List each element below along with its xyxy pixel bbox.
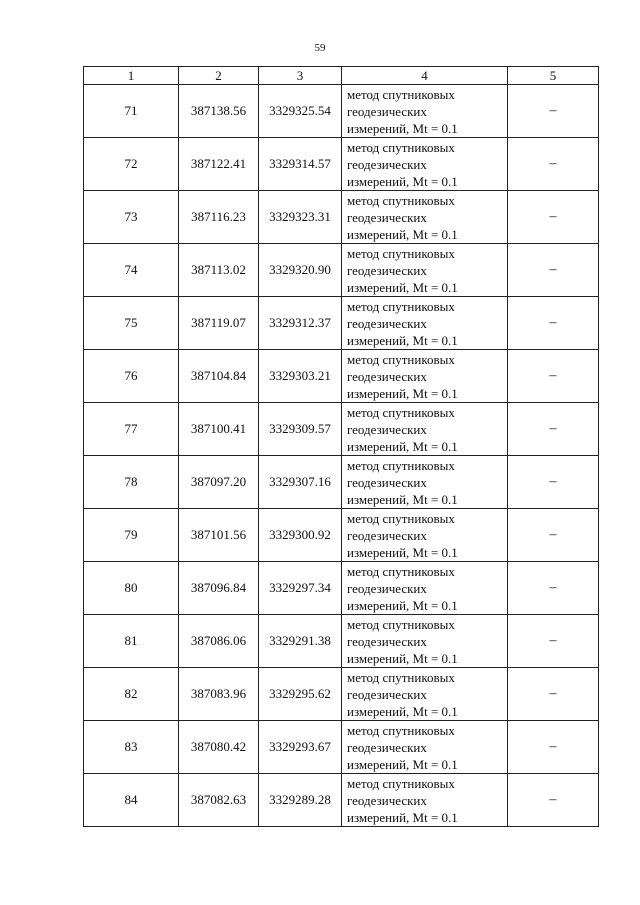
method-line: метод спутниковых <box>347 510 455 526</box>
method-line: геодезических <box>347 103 427 119</box>
method-line: метод спутниковых <box>347 86 455 102</box>
method-line: измерений, Mt = 0.1 <box>347 756 458 772</box>
method-line: геодезических <box>347 262 427 278</box>
header-col-4: 4 <box>342 67 508 85</box>
table-row <box>84 615 599 668</box>
method-line: метод спутниковых <box>347 298 455 314</box>
method-line: метод спутниковых <box>347 457 455 473</box>
point-number-cell: 78 <box>84 456 179 509</box>
point-number-cell: 77 <box>84 403 179 456</box>
table-row <box>84 191 599 244</box>
header-col-3: 3 <box>259 67 342 85</box>
point-number-cell: 84 <box>84 774 179 827</box>
note-cell: – <box>508 668 599 721</box>
x-coordinate-cell: 387083.96 <box>179 668 259 721</box>
note-cell: – <box>508 350 599 403</box>
method-line: измерений, Mt = 0.1 <box>347 385 458 401</box>
note-cell: – <box>508 615 599 668</box>
method-line: геодезических <box>347 368 427 384</box>
method-line: геодезических <box>347 315 427 331</box>
method-line: геодезических <box>347 156 427 172</box>
coordinates-table <box>83 66 599 827</box>
method-cell <box>342 562 508 615</box>
table-row <box>84 297 599 350</box>
method-line: метод спутниковых <box>347 669 455 685</box>
point-number-cell: 73 <box>84 191 179 244</box>
table-row <box>84 138 599 191</box>
point-number-cell: 81 <box>84 615 179 668</box>
y-coordinate-cell: 3329293.67 <box>259 721 342 774</box>
method-cell <box>342 668 508 721</box>
method-line: измерений, Mt = 0.1 <box>347 703 458 719</box>
x-coordinate-cell: 387104.84 <box>179 350 259 403</box>
y-coordinate-cell: 3329320.90 <box>259 244 342 297</box>
point-number-cell: 74 <box>84 244 179 297</box>
point-number-cell: 76 <box>84 350 179 403</box>
y-coordinate-cell: 3329312.37 <box>259 297 342 350</box>
method-cell <box>342 244 508 297</box>
note-cell: – <box>508 562 599 615</box>
method-line: геодезических <box>347 580 427 596</box>
note-cell: – <box>508 191 599 244</box>
header-row <box>84 67 599 85</box>
y-coordinate-cell: 3329303.21 <box>259 350 342 403</box>
x-coordinate-cell: 387119.07 <box>179 297 259 350</box>
y-coordinate-cell: 3329314.57 <box>259 138 342 191</box>
x-coordinate-cell: 387138.56 <box>179 85 259 138</box>
point-number-cell: 72 <box>84 138 179 191</box>
method-line: метод спутниковых <box>347 616 455 632</box>
method-line: измерений, Mt = 0.1 <box>347 597 458 613</box>
table-header <box>84 67 599 85</box>
method-line: измерений, Mt = 0.1 <box>347 809 458 825</box>
table-body <box>84 85 599 827</box>
y-coordinate-cell: 3329300.92 <box>259 509 342 562</box>
method-line: геодезических <box>347 527 427 543</box>
method-cell <box>342 774 508 827</box>
table-row <box>84 350 599 403</box>
point-number-cell: 80 <box>84 562 179 615</box>
method-cell <box>342 721 508 774</box>
method-line: геодезических <box>347 686 427 702</box>
method-line: геодезических <box>347 739 427 755</box>
method-line: измерений, Mt = 0.1 <box>347 120 458 136</box>
table-row <box>84 456 599 509</box>
y-coordinate-cell: 3329309.57 <box>259 403 342 456</box>
y-coordinate-cell: 3329323.31 <box>259 191 342 244</box>
y-coordinate-cell: 3329295.62 <box>259 668 342 721</box>
x-coordinate-cell: 387096.84 <box>179 562 259 615</box>
method-line: геодезических <box>347 474 427 490</box>
method-cell <box>342 191 508 244</box>
x-coordinate-cell: 387080.42 <box>179 721 259 774</box>
table-row <box>84 721 599 774</box>
note-cell: – <box>508 456 599 509</box>
point-number-cell: 75 <box>84 297 179 350</box>
method-line: геодезических <box>347 633 427 649</box>
y-coordinate-cell: 3329307.16 <box>259 456 342 509</box>
y-coordinate-cell: 3329325.54 <box>259 85 342 138</box>
point-number-cell: 83 <box>84 721 179 774</box>
note-cell: – <box>508 721 599 774</box>
method-cell <box>342 297 508 350</box>
method-cell <box>342 509 508 562</box>
point-number-cell: 79 <box>84 509 179 562</box>
x-coordinate-cell: 387122.41 <box>179 138 259 191</box>
note-cell: – <box>508 297 599 350</box>
method-line: метод спутниковых <box>347 563 455 579</box>
table-row <box>84 509 599 562</box>
method-line: геодезических <box>347 209 427 225</box>
table-row <box>84 668 599 721</box>
note-cell: – <box>508 509 599 562</box>
y-coordinate-cell: 3329297.34 <box>259 562 342 615</box>
method-line: метод спутниковых <box>347 775 455 791</box>
table-row <box>84 774 599 827</box>
note-cell: – <box>508 85 599 138</box>
x-coordinate-cell: 387086.06 <box>179 615 259 668</box>
y-coordinate-cell: 3329289.28 <box>259 774 342 827</box>
method-cell <box>342 350 508 403</box>
x-coordinate-cell: 387100.41 <box>179 403 259 456</box>
header-col-1: 1 <box>84 67 179 85</box>
x-coordinate-cell: 387113.02 <box>179 244 259 297</box>
method-line: измерений, Mt = 0.1 <box>347 438 458 454</box>
note-cell: – <box>508 774 599 827</box>
header-col-2: 2 <box>179 67 259 85</box>
point-number-cell: 82 <box>84 668 179 721</box>
method-line: геодезических <box>347 421 427 437</box>
method-cell <box>342 615 508 668</box>
note-cell: – <box>508 244 599 297</box>
method-line: измерений, Mt = 0.1 <box>347 650 458 666</box>
point-number-cell: 71 <box>84 85 179 138</box>
note-cell: – <box>508 403 599 456</box>
method-cell <box>342 138 508 191</box>
note-cell: – <box>508 138 599 191</box>
page-number: 59 <box>314 42 326 54</box>
y-coordinate-cell: 3329291.38 <box>259 615 342 668</box>
method-line: измерений, Mt = 0.1 <box>347 226 458 242</box>
x-coordinate-cell: 387082.63 <box>179 774 259 827</box>
x-coordinate-cell: 387097.20 <box>179 456 259 509</box>
method-line: метод спутниковых <box>347 139 455 155</box>
method-line: метод спутниковых <box>347 351 455 367</box>
method-line: измерений, Mt = 0.1 <box>347 279 458 295</box>
method-line: метод спутниковых <box>347 245 455 261</box>
x-coordinate-cell: 387116.23 <box>179 191 259 244</box>
method-line: измерений, Mt = 0.1 <box>347 491 458 507</box>
method-line: метод спутниковых <box>347 404 455 420</box>
method-cell <box>342 403 508 456</box>
table-row <box>84 244 599 297</box>
header-col-5: 5 <box>508 67 599 85</box>
method-line: геодезических <box>347 792 427 808</box>
method-line: измерений, Mt = 0.1 <box>347 173 458 189</box>
table-row <box>84 85 599 138</box>
method-cell <box>342 456 508 509</box>
x-coordinate-cell: 387101.56 <box>179 509 259 562</box>
method-cell <box>342 85 508 138</box>
method-line: метод спутниковых <box>347 192 455 208</box>
table-row <box>84 562 599 615</box>
method-line: метод спутниковых <box>347 722 455 738</box>
table-row <box>84 403 599 456</box>
method-line: измерений, Mt = 0.1 <box>347 544 458 560</box>
method-line: измерений, Mt = 0.1 <box>347 332 458 348</box>
